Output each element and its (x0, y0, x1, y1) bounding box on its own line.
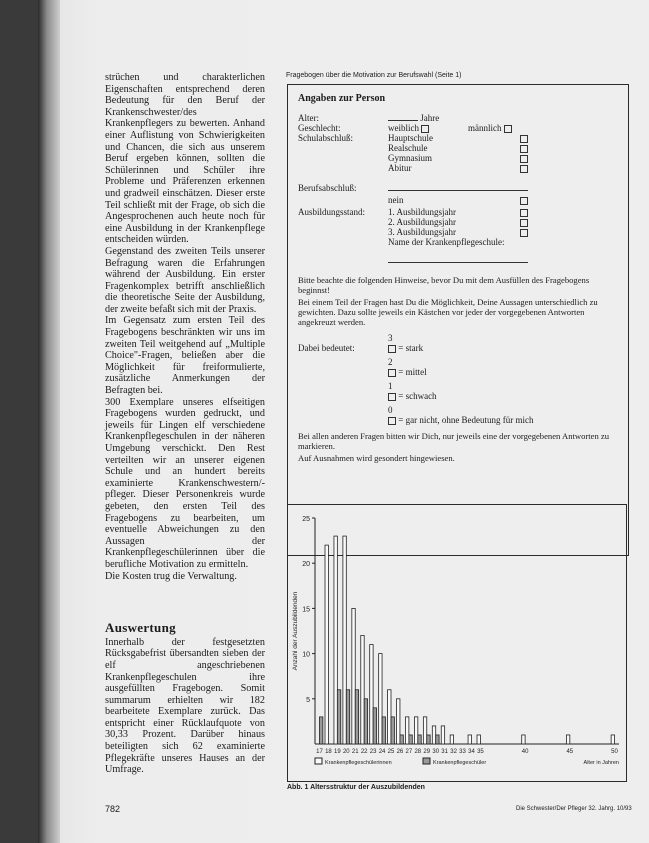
age-chart-svg (287, 504, 627, 782)
x-tick-label: 25 (387, 749, 395, 755)
paragraph: Innerhalb der festgesetzten Rücksgabefrist übersandten sieben der elf angeschriebenen Krankenpflegeschulen ihre ausgefüllten Fragebogen. Somit summarum erhielten wir 182 bearbeitete Exemplare zurück. Das entspricht einer Rücklaufquote von 30,33 Prozent. Darüber hinaus beteiligten sich 62 examinierte Pflegekräfte unseres Hauses an der Umfrage. (105, 636, 265, 776)
y-axis-label: Anzahl der Auszubildenden (292, 591, 299, 671)
scale-number: 3 (388, 333, 393, 343)
bar-male (373, 708, 376, 744)
bar-male (427, 735, 430, 744)
x-tick-label: 33 (459, 749, 466, 755)
x-tick-label: 50 (611, 749, 618, 755)
x-tick-label: 24 (378, 749, 386, 755)
year-option: 2. Ausbildungsjahr (388, 217, 457, 227)
y-tick-label: 20 (302, 561, 310, 569)
bar-female (468, 735, 471, 744)
x-tick-label: 17 (316, 749, 323, 755)
paragraph: Die Kosten trug die Verwaltung. (105, 570, 237, 582)
x-tick-label: 35 (477, 749, 484, 755)
bar-male (355, 690, 358, 744)
year-checkbox[interactable] (520, 229, 528, 237)
school-option: Hauptschule (388, 133, 433, 143)
maennlich-label: männlich (468, 123, 502, 133)
bar-female (397, 699, 400, 744)
schulabschluss-label: Schulabschluß: (298, 133, 353, 143)
bar-female (441, 726, 444, 744)
x-tick-label: 22 (360, 749, 368, 755)
year-option: 3. Ausbildungsjahr (388, 227, 457, 237)
bar-male (319, 717, 322, 744)
scale-text: = mittel (398, 367, 427, 377)
x-tick-label: 45 (566, 749, 574, 755)
paragraph: 300 Exemplare unseres elfseitigen Fragebogens wurden gedruckt, und jeweils für Lingen elf verschiedene Krankenpflegeschulen in der näheren Umgebung verschickt. Den Rest verteilten wir an unserer eigenen Schule und an hundert bereits examinierte Krankenschwestern/-pfleger. Dieser Personenkreis wurde gebeten, den ersten Teil des Fragebogens zu bearbeiten, um eventuelle Abweichungen zu den Aussagen der Krankenpflegeschülerinnen über die berufliche Motivation zu ermitteln. (105, 396, 265, 570)
school-checkbox[interactable] (520, 165, 528, 173)
schulname-blank[interactable] (388, 262, 528, 263)
bar-female (325, 545, 328, 744)
schulname-label: Name der Krankenpflegeschule: (388, 237, 505, 247)
legend-swatch-male (423, 758, 430, 764)
school-checkbox[interactable] (520, 135, 528, 143)
bar-male (382, 717, 385, 744)
berufsabschluss-blank[interactable] (388, 190, 528, 191)
scale-checkbox (388, 393, 396, 401)
x-tick-label: 29 (423, 749, 431, 755)
legend-label: Krankenpflegeschülerinnen (325, 760, 392, 766)
x-tick-label: 21 (351, 749, 359, 755)
bar-female (450, 735, 453, 744)
x-tick-label: 30 (432, 749, 440, 755)
bar-male (391, 717, 394, 744)
journal-footer: Die Schwester/Der Pfleger 32. Jahrg. 10/93 (516, 806, 632, 812)
alter-blank (388, 120, 418, 121)
note-text: Bei einem Teil der Fragen hast Du die Möglichkeit, Deine Aussagen unterschiedlich zu gewichten. Dazu sollte jeweils ein Kästchen vor jeder der vorgegebenen Antworten angekreuzt werden. (298, 297, 598, 328)
nein-checkbox[interactable] (520, 197, 528, 205)
x-tick-label: 18 (325, 749, 332, 755)
x-tick-label: 28 (414, 749, 422, 755)
bar-male (400, 735, 403, 744)
bar-female (379, 654, 382, 744)
scale-checkbox (388, 417, 396, 425)
note-text: Bitte beachte die folgenden Hinweise, bevor Du mit dem Ausfüllen des Fragebogens beginnst! (298, 275, 590, 296)
nein-label: nein (388, 195, 404, 205)
weiblich-label: weiblich (388, 123, 419, 133)
figure-caption: Abb. 1 Altersstruktur der Auszubildenden (287, 784, 425, 791)
x-axis-label: Alter in Jahren (583, 760, 619, 766)
alter-label: Alter: (298, 113, 319, 123)
y-tick-label: 15 (302, 606, 310, 614)
x-tick-label: 26 (396, 749, 404, 755)
bar-male (418, 735, 421, 744)
school-option: Gymnasium (388, 153, 432, 163)
scale-text: = gar nicht, ohne Bedeutung für mich (398, 415, 534, 425)
school-checkbox[interactable] (520, 155, 528, 163)
book-binding (38, 0, 60, 843)
scale-number: 1 (388, 381, 393, 391)
x-tick-label: 19 (334, 749, 341, 755)
x-tick-label: 40 (521, 749, 529, 755)
bar-male (337, 690, 340, 744)
jahre-label: Jahre (420, 113, 440, 123)
x-tick-label: 27 (405, 749, 413, 755)
school-option: Abitur (388, 163, 412, 173)
form-title: Angaben zur Person (298, 93, 386, 104)
age-chart (287, 504, 627, 782)
bar-female (566, 735, 569, 744)
section-heading: Auswertung (105, 620, 176, 636)
bar-male (346, 690, 349, 744)
bar-female (423, 717, 426, 744)
bar-female (405, 717, 408, 744)
ausbildungsstand-label: Ausbildungsstand: (298, 207, 366, 217)
bar-female (477, 735, 480, 744)
paragraph: strüchen und charakterlichen Eigenschaften entsprechend deren Bedeutung für den Beruf der Krankenschwester/des Krankenpflegers zu bewerten. Anhand einer Auflistung von Schwierigkeiten und Chancen, die sich aus unserem Beruf ergeben können, sollten die Schülerinnen und Schüler ihre Probleme und Präferenzen erkennen und gradweil einschätzen. Dieser erste Teil schließt mit der Frage, ob sich die Angesprochenen auch heute noch für eine Ausbildung in der Krankenpflege entscheiden würden. (105, 72, 265, 246)
x-tick-label: 23 (369, 749, 377, 755)
bar-female (522, 735, 525, 744)
scale-number: 0 (388, 405, 393, 415)
bar-male (436, 735, 439, 744)
year-checkbox[interactable] (520, 209, 528, 217)
legend-swatch-female (315, 758, 322, 764)
scale-checkbox (388, 345, 396, 353)
scale-text: = schwach (398, 391, 437, 401)
questionnaire-form (287, 84, 629, 556)
scale-number: 2 (388, 357, 393, 367)
bar-female (361, 636, 364, 744)
left-column (105, 72, 265, 776)
note-text: Bei allen anderen Fragen bitten wir Dich, nur jeweils eine der vorgegebenen Antworten zu markieren. (298, 431, 610, 452)
maennlich-checkbox[interactable] (504, 125, 512, 133)
bar-female (343, 536, 346, 744)
legend-label: Krankenpflegeschüler (433, 760, 487, 766)
bar-male (364, 699, 367, 744)
y-tick-label: 25 (302, 516, 310, 523)
x-tick-label: 20 (342, 749, 350, 755)
bar-female (388, 690, 391, 744)
y-tick-label: 10 (302, 651, 310, 659)
bar-male (409, 735, 412, 744)
y-tick-label: 5 (306, 696, 310, 704)
bar-female (611, 735, 614, 744)
scale-text: = stark (398, 343, 424, 353)
bar-female (414, 717, 417, 744)
bar-female (334, 536, 337, 744)
x-tick-label: 31 (441, 749, 448, 755)
year-checkbox[interactable] (520, 219, 528, 227)
bar-female (370, 645, 373, 744)
paragraph: Im Gegensatz zum ersten Teil des Fragebogens beschränkten wir uns im zweiten Teil weitgehend auf „Multiple Choice"-Fragen, beließen aber die Möglichkeit für freiformulierte, zusätzliche Anmerkungen der Befragten bei. (105, 315, 265, 397)
note-text: Auf Ausnahmen wird gesondert hingewiesen. (298, 453, 455, 463)
bar-female (352, 608, 355, 744)
weiblich-checkbox[interactable] (421, 125, 429, 133)
x-tick-label: 32 (450, 749, 457, 755)
bar-female (432, 726, 435, 744)
page-number: 782 (105, 804, 121, 814)
paragraph: Gegenstand des zweiten Teils unserer Befragung waren die Erfahrungen während der Ausbildung. Ein erster Fragenkomplex betrifft anschließlich die theoretische Seite der Ausbildung, der zweite befaßt sich mit der Praxis. (105, 245, 265, 315)
scale-label: Dabei bedeutet: (298, 343, 355, 353)
school-option: Realschule (388, 143, 428, 153)
running-head: Fragebogen über die Motivation zur Berufswahl (Seite 1) (286, 72, 462, 79)
school-checkbox[interactable] (520, 145, 528, 153)
x-tick-label: 34 (468, 749, 475, 755)
berufsabschluss-label: Berufsabschluß: (298, 183, 357, 193)
geschlecht-label: Geschlecht: (298, 123, 341, 133)
year-option: 1. Ausbildungsjahr (388, 207, 457, 217)
scale-checkbox (388, 369, 396, 377)
